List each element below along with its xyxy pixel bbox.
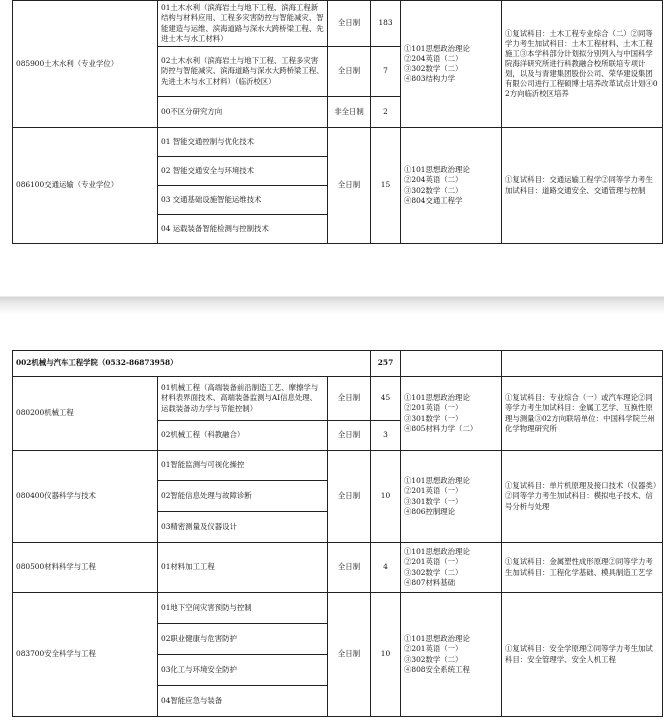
exam-subject: ④807材料基础	[404, 577, 456, 587]
direction-name: 02职业健康与危害防护	[158, 624, 328, 655]
study-mode: 全日制	[328, 421, 371, 451]
exam-subject: ③302数学（二）	[404, 64, 463, 73]
direction-name: 03 交通基础设施智能运维技术	[158, 186, 328, 215]
exam-subject: ④806控制理论	[404, 506, 456, 516]
exam-subjects	[401, 377, 502, 451]
remarks-text: ①复试科目：土木工程专业综合（二）②同等学力考生加试科目：土木工程材料、土木工程施工③本学科部分计划拟分别列入与中国科学院海洋研究所进行科教融合校所联培专项计划，以及与青建集团股份公司、荣华建设集团有限公司进行工程硕博士培养改革试点计划④02方向临沂校区培养	[505, 28, 658, 99]
direction-name: 03精密测量及仪器设计	[158, 512, 328, 543]
major-name: 085900土木水利（专业学位）	[13, 1, 158, 128]
table-row	[13, 128, 663, 157]
major-name: 086100交通运输（专业学位）	[13, 128, 158, 244]
exam-subject: ③302数学（二）	[404, 567, 463, 577]
exam-subject: ②201英语（一）	[404, 403, 463, 413]
direction-name: 01土木水利（滨海岩土与地下工程、滨海工程新结构与材料应用、工程多灾害防控与智能减灾、智能建造与运维、滨海道路与深水大跨桥梁工程、先进土木与水工材料）	[158, 1, 328, 47]
enrollment-quota: 2	[371, 97, 401, 128]
major-name: 080500材料科学与工程	[13, 543, 158, 593]
exam-subject: ④805材料力学（二）	[404, 423, 478, 433]
remarks-text: ①复试科目：安全学原理②同等学力考生加试科目：安全管理学、安全人机工程	[505, 644, 653, 664]
exam-subject: ③302数学（二）	[404, 185, 463, 195]
major-name: 080400仪器科学与技术	[13, 451, 158, 543]
study-mode: 全日制	[328, 543, 371, 593]
exam-subjects	[401, 451, 502, 543]
table-row	[13, 543, 663, 593]
exam-subjects	[401, 1, 502, 128]
direction-name: 01机械工程（高端装备前沿制造工艺、摩擦学与材料表界面技术、高端装备监测与AI信息处理、运载装备动力学与节能控制）	[158, 377, 328, 421]
exam-subject: ①101思想政治理论	[404, 547, 470, 557]
admission-table-mechanical	[12, 350, 663, 717]
direction-name: 01材料加工工程	[158, 543, 328, 593]
study-mode: 全日制	[328, 1, 371, 47]
table-row	[13, 451, 663, 481]
remarks-text: ①复试科目：交通运输工程学②同等学力考生加试科目：道路交通安全、交通管理与控制	[505, 175, 653, 195]
exam-subject: ②201英语（一）	[404, 644, 463, 654]
direction-name: 02土木水利（滨海岩土与地下工程、工程多灾害防控与智能减灾、滨海道路与深水大跨桥梁工程、先进土木与水工材料）（临沂校区）	[158, 47, 328, 97]
exam-subject: ③301数学（一）	[404, 413, 463, 423]
remarks-text: ①复试科目：金属塑性成形原理②同等学力考生加试科目：工程化学基础、模具制造工艺学	[505, 557, 653, 577]
exam-subject: ②204英语（二）	[404, 53, 463, 63]
direction-name: 02机械工程（科教融合）	[158, 421, 328, 451]
study-mode: 全日制	[328, 47, 371, 97]
page-gap-divider	[0, 270, 664, 314]
direction-name: 04智能应急与装备	[158, 686, 328, 717]
remarks	[502, 377, 663, 451]
exam-subject: ④804交通工程学	[404, 195, 463, 205]
exam-subjects	[401, 593, 502, 717]
study-mode: 全日制	[328, 377, 371, 421]
study-mode: 全日制	[328, 128, 371, 244]
direction-name: 01地下空间灾害预防与控制	[158, 593, 328, 624]
department-name: 002机械与汽车工程学院（0532-86873958）	[13, 351, 371, 377]
study-mode: 非全日制	[328, 97, 371, 128]
enrollment-quota: 10	[371, 451, 401, 543]
direction-name: 03化工与环境安全防护	[158, 655, 328, 686]
exam-subject: ③301数学（一）	[404, 496, 463, 506]
exam-subject: ①101思想政治理论	[404, 165, 470, 175]
direction-name: 00不区分研究方向	[158, 97, 328, 128]
enrollment-quota: 15	[371, 128, 401, 244]
remarks	[502, 543, 663, 593]
enrollment-quota: 45	[371, 377, 401, 421]
exam-subject: ②201英语（一）	[404, 557, 463, 567]
remarks-text: ①复试科目：单片机原理及接口技术（仪器类）②同等学力考生加试科目：模拟电子技术、信号分析与处理	[505, 481, 657, 511]
empty-cell	[401, 351, 502, 377]
exam-subjects	[401, 128, 502, 244]
direction-name: 02智能信息处理与故障诊断	[158, 481, 328, 512]
remarks	[502, 1, 663, 128]
enrollment-quota: 4	[371, 543, 401, 593]
admission-table-civil-transport	[12, 0, 663, 244]
exam-subject: ②204英语（二）	[404, 175, 463, 185]
remarks-text: ①复试科目：专业综合（一）或汽车理论②同等学力考生加试科目：金属工艺学、互换性原理与测量③02方向联培单位：中国科学院兰州化学物理研究所	[505, 393, 655, 433]
enrollment-quota: 10	[371, 593, 401, 717]
remarks	[502, 128, 663, 244]
direction-name: 01智能监测与可视化操控	[158, 451, 328, 481]
remarks	[502, 451, 663, 543]
exam-subject: ①101思想政治理论	[404, 634, 470, 644]
direction-name: 04 运载装备智能检测与控制技术	[158, 215, 328, 244]
enrollment-quota: 183	[371, 1, 401, 47]
exam-subject: ①101思想政治理论	[404, 393, 470, 403]
enrollment-quota: 7	[371, 47, 401, 97]
major-name: 083700安全科学与工程	[13, 593, 158, 717]
table-row	[13, 377, 663, 421]
exam-subject: ④803结构力学	[404, 74, 456, 84]
study-mode: 全日制	[328, 451, 371, 543]
exam-subject: ②201英语（一）	[404, 486, 463, 496]
exam-subject: ①101思想政治理论	[404, 43, 470, 53]
table-row	[13, 593, 663, 624]
major-name: 080200机械工程	[13, 377, 158, 451]
enrollment-quota: 3	[371, 421, 401, 451]
table-row	[13, 1, 663, 47]
exam-subject: ③302数学（二）	[404, 654, 463, 664]
exam-subjects	[401, 543, 502, 593]
study-mode: 全日制	[328, 593, 371, 717]
department-header-row	[13, 351, 663, 377]
empty-cell	[502, 351, 663, 377]
remarks	[502, 593, 663, 717]
exam-subject: ①101思想政治理论	[404, 476, 470, 486]
exam-subject: ④808安全系统工程	[404, 664, 470, 674]
direction-name: 01 智能交通控制与优化技术	[158, 128, 328, 157]
department-total-quota: 257	[371, 351, 401, 377]
document-page-bottom	[0, 314, 664, 726]
document-page-top	[0, 0, 664, 270]
direction-name: 02 智能交通安全与环境技术	[158, 157, 328, 186]
